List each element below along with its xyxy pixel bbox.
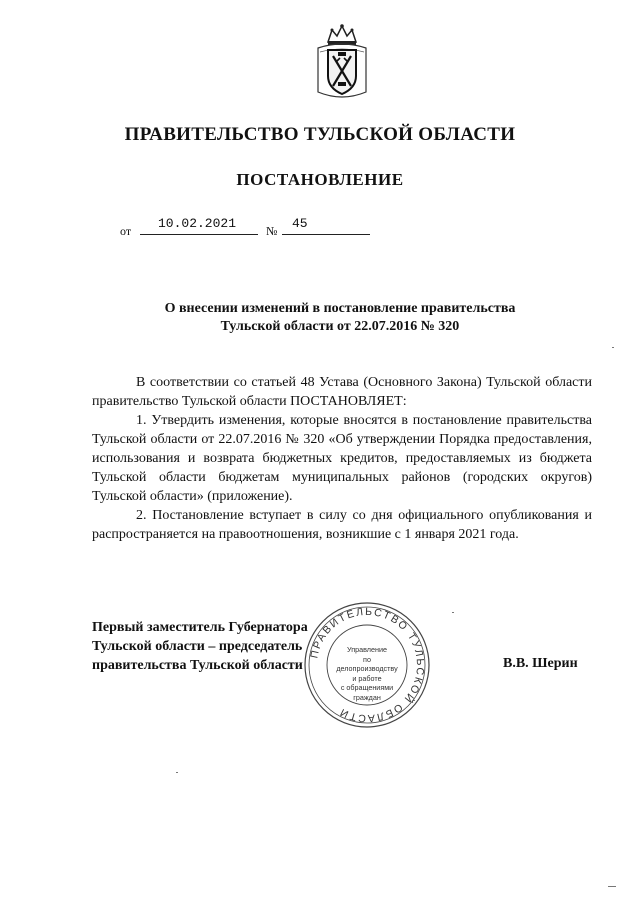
- document-subject: [120, 300, 560, 336]
- stamp-center-line-3: и работе: [352, 673, 382, 683]
- tula-coat-of-arms-icon: [314, 22, 370, 100]
- number-label: №: [266, 224, 278, 238]
- scan-speck: [452, 612, 454, 613]
- date-underline: [140, 234, 258, 235]
- stamp-center-line-2: по делопроизводству: [336, 654, 398, 673]
- date-label: от: [120, 224, 132, 238]
- position-line-2: Тульской области – председатель: [92, 639, 303, 654]
- stamp-ring-text: ПРАВИТЕЛЬСТВО ТУЛЬСКОЙ ОБЛАСТИ: [308, 605, 427, 725]
- scan-speck: [176, 772, 178, 773]
- subject-line-1: О внесении изменений в постановление правительства: [164, 301, 516, 316]
- position-line-3: правительства Тульской области: [92, 658, 303, 673]
- stamp-center-line-5: граждан: [353, 692, 381, 702]
- document-body: [92, 373, 592, 544]
- signatory-name: В.В. Шерин: [503, 656, 578, 671]
- position-line-1: Первый заместитель Губернатора: [92, 620, 308, 635]
- body-paragraph-1: В соответствии со статьей 48 Устава (Основного Закона) Тульской области правительство Тульской области ПОСТАНОВЛЯЕТ:: [92, 375, 592, 409]
- body-paragraph-2: 1. Утвердить изменения, которые вносятся в постановление правительства Тульской области от 22.07.2016 № 320 «Об утверждении Порядка предоставления, использования и возврата бюджетных кредитов, предоставляемых из бюджета Тульской области бюджетам муниципальных районов (городских округов) Тульской области» (приложение).: [92, 413, 592, 504]
- date-value: 10.02.2021: [158, 216, 237, 231]
- government-title: ПРАВИТЕЛЬСТВО ТУЛЬСКОЙ ОБЛАСТИ: [124, 124, 516, 145]
- body-paragraph-3: 2. Постановление вступает в силу со дня официального опубликования и распространяется на правоотношения, возникшие с 1 января 2021 года.: [92, 508, 592, 542]
- number-underline: [282, 234, 370, 235]
- number-value: 45: [292, 216, 308, 231]
- registration-line: [0, 218, 640, 240]
- signatory-position: [92, 618, 352, 675]
- stamp-center-line-1: Управление: [347, 645, 387, 654]
- scan-speck: [612, 347, 614, 348]
- stamp-center-line-4: с обращениями: [340, 683, 394, 692]
- subject-line-2: Тульской области от 22.07.2016 № 320: [220, 319, 460, 334]
- scan-speck: [608, 886, 616, 887]
- document-type: ПОСТАНОВЛЕНИЕ: [236, 170, 404, 189]
